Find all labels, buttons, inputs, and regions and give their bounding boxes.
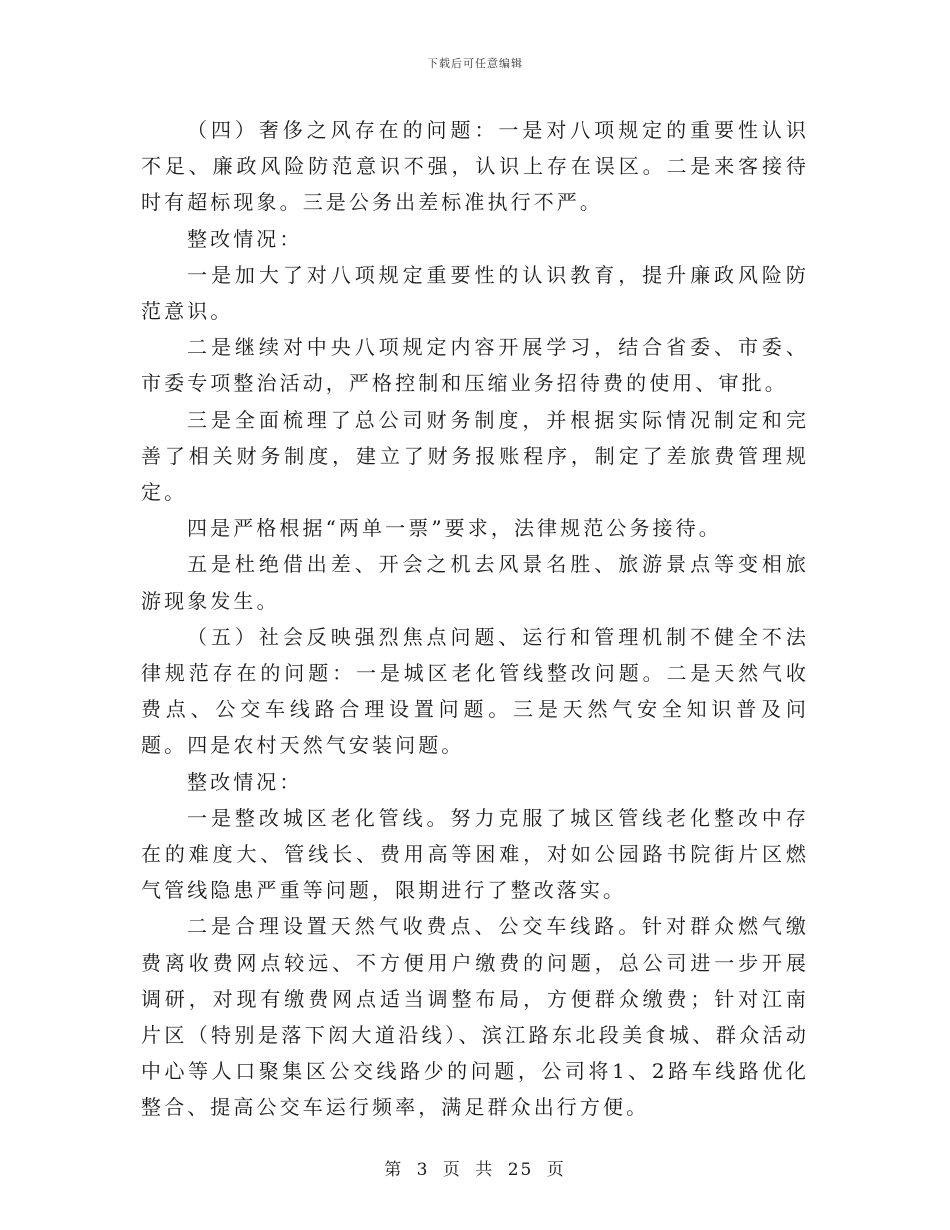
footer-current-page: 3 [416, 1160, 430, 1180]
footer-page-word: 页 [442, 1160, 462, 1180]
paragraph-social-issues: （五）社会反映强烈焦点问题、运行和管理机制不健全不法律规范存在的问题：一是城区老化管线整改问题。二是天然气收费点、公交车线路合理设置问题。三是天然气安全知识普及问题。四是农村天然气安装问题。 [141, 624, 809, 758]
footer-prefix: 第 [384, 1160, 404, 1180]
footer-suffix: 页 [546, 1160, 566, 1180]
document-body [141, 112, 809, 1126]
paragraph-item-two: 二是继续对中央八项规定内容开展学习，结合省委、市委、市委专项整治活动，严格控制和压缩业务招待费的使用、审批。 [141, 335, 809, 396]
paragraph-pipeline: 一是整改城区老化管线。努力克服了城区管线老化整改中存在的难度大、管线长、费用高等困难，对如公园路书院街片区燃气管线隐患严重等问题，限期进行了整改落实。 [141, 805, 809, 903]
page-header: 下载后可任意编辑 [427, 57, 523, 70]
paragraph-item-five: 五是杜绝借出差、开会之机去风景名胜、旅游景点等变相旅游现象发生。 [141, 552, 809, 613]
paragraph-luxury-issues: （四）奢侈之风存在的问题：一是对八项规定的重要性认识不足、廉政风险防范意识不强，认识上存在误区。二是来客接待时有超标现象。三是公务出差标准执行不严。 [141, 118, 809, 215]
paragraph-rectification-heading: 整改情况： [187, 226, 303, 251]
page-footer [0, 1155, 950, 1180]
paragraph-rectification-heading-2: 整改情况： [187, 769, 303, 794]
paragraph-toll-and-bus: 二是合理设置天然气收费点、公交车线路。针对群众燃气缴费离收费网点较远、不方便用户缴费的问题，总公司进一步开展调研，对现有缴费网点适当调整布局，方便群众缴费；针对江南片区（特别是落下闳大道沿线）、滨江路东北段美食城、群众活动中心等人口聚集区公交线路少的问题，公司将1、2路车线路优化整合、提高公交车运行频率，满足群众出行方便。 [141, 914, 809, 1120]
paragraph-item-three: 三是全面梳理了总公司财务制度，并根据实际情况制定和完善了相关财务制度，建立了财务报账程序，制定了差旅费管理规定。 [141, 407, 809, 505]
paragraph-item-one: 一是加大了对八项规定重要性的认识教育，提升廉政风险防范意识。 [141, 262, 809, 324]
footer-total-pages: 25 [507, 1160, 534, 1180]
footer-total-word: 共 [475, 1160, 495, 1180]
paragraph-item-four: 四是严格根据“两单一票”要求，法律规范公务接待。 [187, 516, 722, 541]
